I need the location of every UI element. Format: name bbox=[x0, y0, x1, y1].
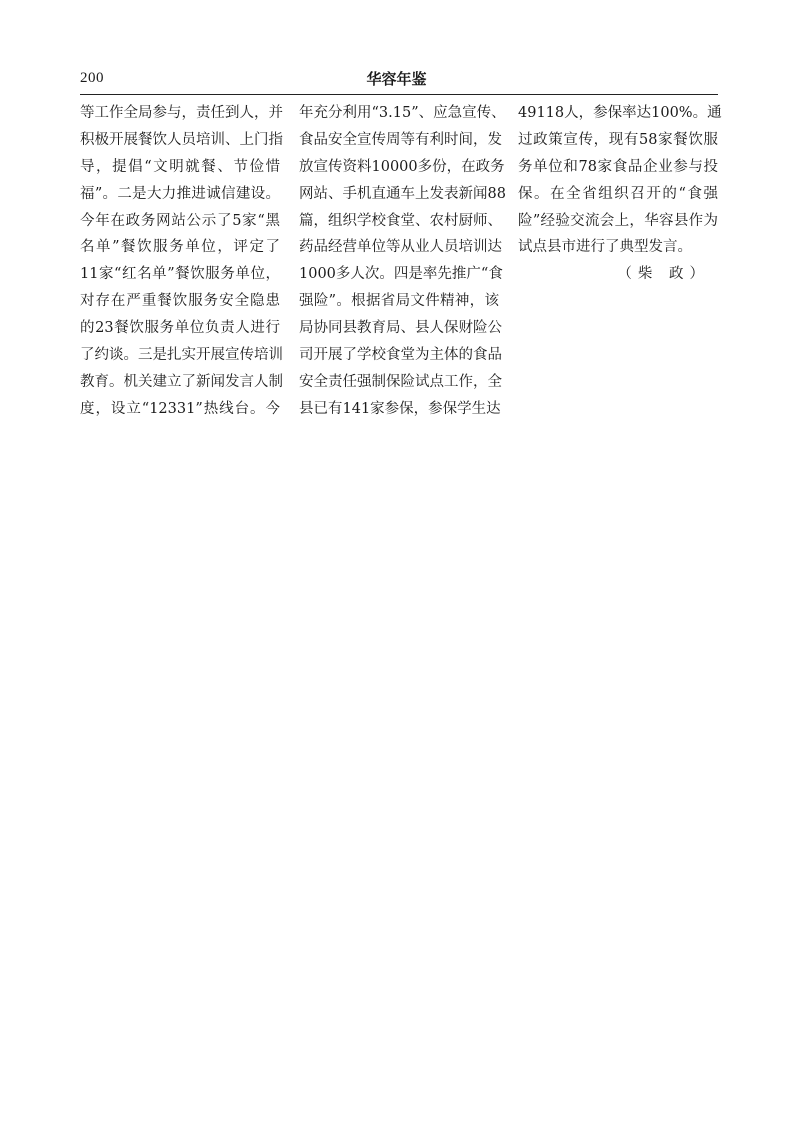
text-line: 对存在严重餐饮服务安全隐患 bbox=[80, 293, 280, 310]
text-line: 49118人，参保率达100%。通 bbox=[518, 105, 722, 121]
text-line: 试点县市进行了典型发言。 bbox=[518, 239, 692, 256]
text-line: 药品经营单位等从业人员培训达 bbox=[299, 239, 502, 256]
text-line: 福”。二是大力推进诚信建设。 bbox=[80, 185, 280, 202]
text-line: 过政策宣传，现有58家餐饮服 bbox=[518, 131, 718, 148]
text-line: 积极开展餐饮人员培训、上门指 bbox=[80, 131, 283, 148]
text-line: 导，提倡“文明就餐、节俭惜 bbox=[80, 158, 280, 175]
text-line: 险”经验交流会上，华容县作为 bbox=[518, 212, 718, 229]
author-byline: （柴 政） bbox=[617, 266, 710, 283]
text-line: 保。在全省组织召开的“食强 bbox=[518, 185, 718, 202]
text-line: 务单位和78家食品企业参与投 bbox=[518, 158, 718, 175]
text-line: 今年在政务网站公示了5家“黑 bbox=[80, 212, 280, 229]
text-line: 篇，组织学校食堂、农村厨师、 bbox=[299, 212, 502, 229]
text-line: 放宣传资料10000多份，在政务 bbox=[299, 158, 505, 175]
text-line: 1000多人次。四是率先推广“食 bbox=[299, 266, 503, 283]
text-line: 等工作全局参与，责任到人，并 bbox=[80, 105, 283, 121]
text-line: 局协同县教育局、县人保财险公 bbox=[299, 320, 502, 337]
text-line: 年充分利用“3.15”、应急宣传、 bbox=[299, 105, 506, 121]
text-line: 县已有141家参保，参保学生达 bbox=[299, 400, 501, 417]
text-line: 名单”餐饮服务单位，评定了 bbox=[80, 239, 280, 256]
text-line: 安全责任强制保险试点工作，全 bbox=[299, 373, 502, 390]
text-line: 度，设立“12331”热线台。今 bbox=[80, 400, 280, 417]
text-line: 了约谈。三是扎实开展宣传培训 bbox=[80, 347, 283, 364]
text-line: 11家“红名单”餐饮服务单位， bbox=[80, 266, 280, 283]
text-column-3 bbox=[518, 100, 722, 288]
text-line: 教育。机关建立了新闻发言人制 bbox=[80, 373, 283, 390]
page-number: 200 bbox=[80, 70, 104, 86]
running-title: 华容年鉴 bbox=[366, 70, 427, 88]
header-rule bbox=[80, 94, 718, 95]
text-column-1 bbox=[80, 100, 283, 423]
text-line: 强险”。根据省局文件精神，该 bbox=[299, 293, 499, 310]
text-line: 司开展了学校食堂为主体的食品 bbox=[299, 347, 502, 364]
text-line: 食品安全宣传周等有利时间，发 bbox=[299, 131, 502, 148]
text-line: 网站、手机直通车上发表新闻88 bbox=[299, 185, 506, 202]
text-column-2 bbox=[299, 100, 506, 423]
text-line: 的23餐饮服务单位负责人进行 bbox=[80, 320, 280, 337]
